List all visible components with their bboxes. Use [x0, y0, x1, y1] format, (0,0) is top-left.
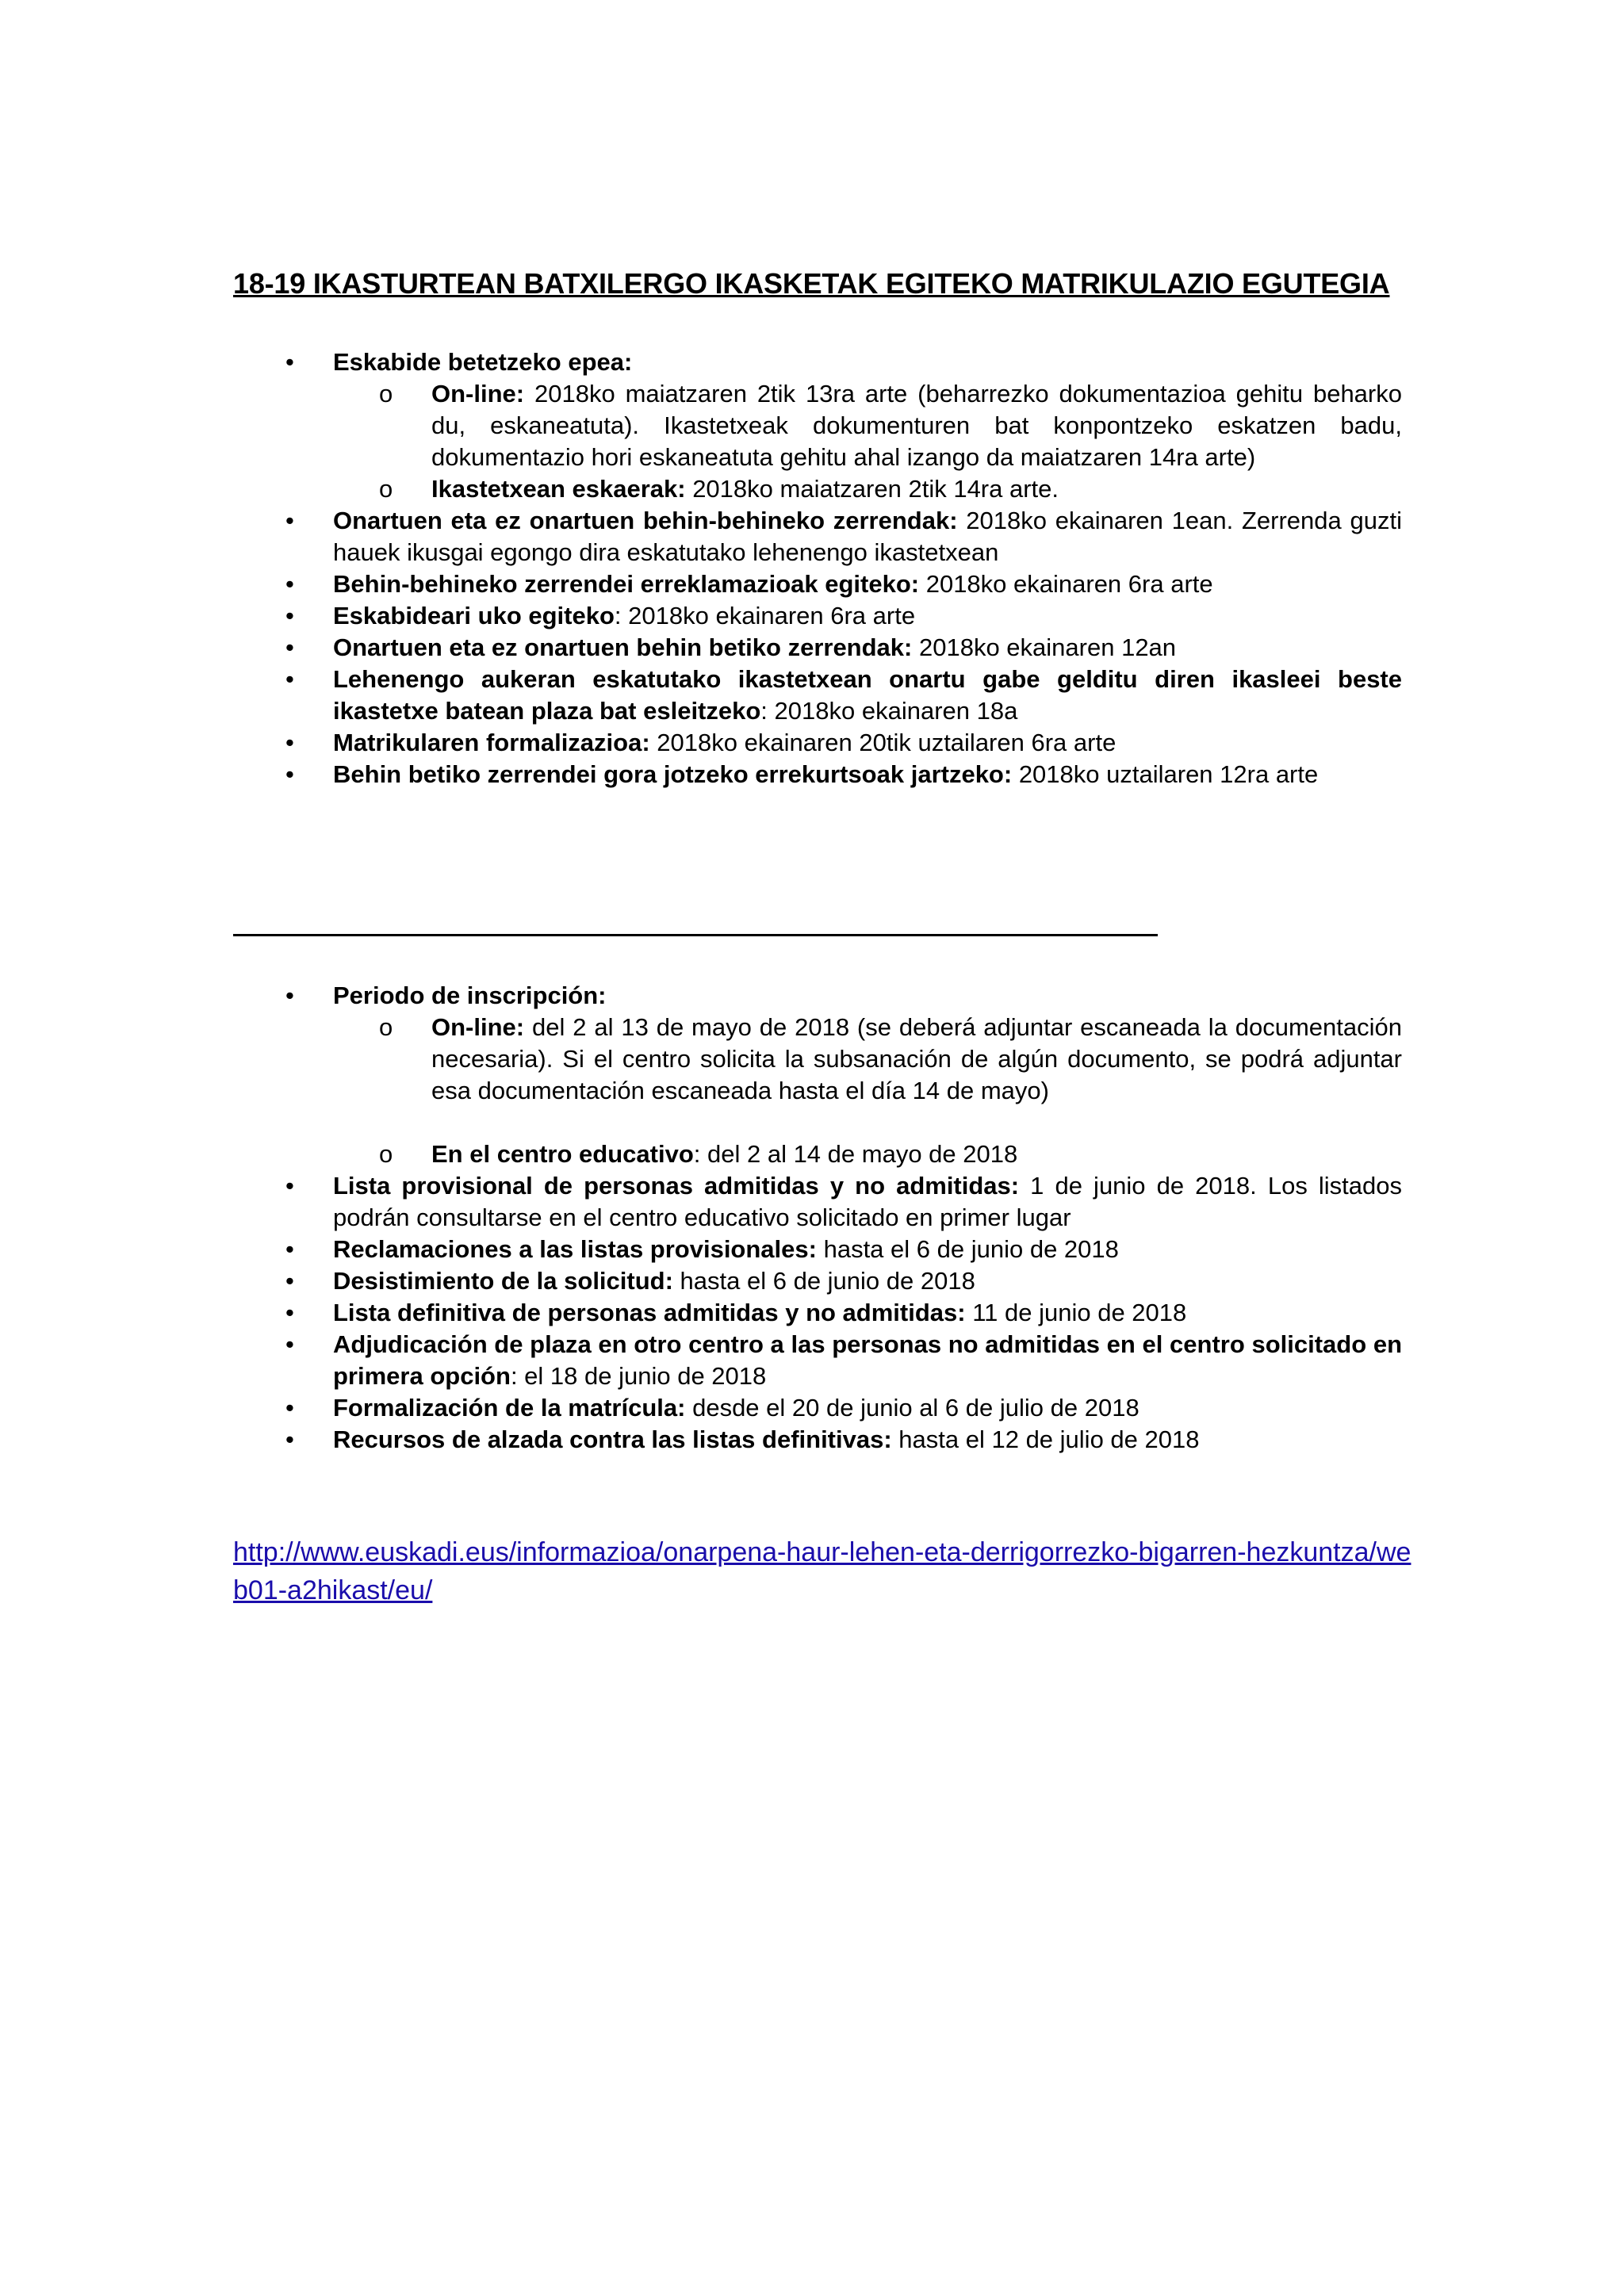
circle-bullet-icon: o: [379, 475, 393, 503]
item-text: desde el 20 de junio al 6 de julio de 2018: [685, 1394, 1139, 1422]
item-label: Periodo de inscripción:: [333, 982, 607, 1009]
item-text: : 2018ko ekainaren 6ra arte: [614, 602, 916, 629]
list-item: [0, 727, 1624, 759]
item-label: Formalización de la matrícula:: [333, 1394, 686, 1422]
item-text: 2018ko uztailaren 12ra arte: [1012, 760, 1319, 788]
euskadi-link[interactable]: http://www.euskadi.eus/informazioa/onarpena-haur-lehen-eta-derrigorrezko-bigarren-hezkuntza/web01-a2hikast/eu/: [233, 1537, 1411, 1605]
bullet-icon: •: [285, 1172, 294, 1200]
list-item: [0, 1392, 1624, 1424]
item-text: 2018ko ekainaren 12an: [912, 633, 1177, 661]
circle-bullet-icon: o: [379, 380, 393, 408]
bullet-icon: •: [285, 1394, 294, 1422]
item-label: Lista definitiva de personas admitidas y no admitidas:: [333, 1299, 966, 1326]
circle-bullet-icon: o: [379, 1013, 393, 1041]
sub-list-item: [0, 378, 1624, 473]
item-text: : 2018ko ekainaren 18a: [760, 697, 1018, 725]
bullet-icon: •: [285, 1330, 294, 1358]
item-text: 2018ko maiatzaren 2tik 13ra arte (beharrezko dokumentazioa gehitu beharko du, eskaneatuta). Ikastetxeak dokumenturen bat konpontzeko eskatzen badu, dokumentazio hori eskaneatuta gehitu ahal izango da maiatzaren 14ra arte): [431, 380, 1402, 471]
document-title: 18-19 IKASTURTEAN BATXILERGO IKASKETAK EGITEKO MATRIKULAZIO EGUTEGIA: [233, 267, 1390, 300]
bullet-icon: •: [285, 1235, 294, 1263]
item-label: Matrikularen formalizazioa:: [333, 729, 650, 756]
item-text: 2018ko ekainaren 1ean. Zerrenda guzti hauek ikusgai egongo dira eskatutako lehenengo ikastetxean: [333, 507, 1402, 566]
basque-calendar-list: [0, 346, 1624, 790]
bullet-icon: •: [285, 570, 294, 598]
bullet-icon: •: [285, 665, 294, 693]
bullet-icon: •: [285, 348, 294, 376]
list-item: [0, 505, 1624, 568]
item-text: 11 de junio de 2018: [965, 1299, 1187, 1326]
item-text: hasta el 6 de junio de 2018: [816, 1235, 1119, 1263]
item-text: 2018ko ekainaren 20tik uztailaren 6ra arte: [649, 729, 1116, 756]
list-item: [0, 664, 1624, 727]
bullet-icon: •: [285, 760, 294, 788]
bullet-icon: •: [285, 1267, 294, 1295]
item-label: On-line:: [431, 380, 525, 408]
item-text: 2018ko maiatzaren 2tik 14ra arte.: [685, 475, 1059, 503]
item-label: Lista provisional de personas admitidas y no admitidas:: [333, 1172, 1020, 1200]
item-label: Onartuen eta ez onartuen behin betiko zerrendak:: [333, 633, 913, 661]
item-text: 1 de junio de 2018. Los listados podrán consultarse en el centro educativo solicitado en primer lugar: [333, 1172, 1402, 1231]
list-item: [0, 568, 1624, 600]
item-label: Eskabideari uko egiteko: [333, 602, 615, 629]
item-label: On-line:: [431, 1013, 525, 1041]
section-divider: [233, 934, 1158, 936]
item-label: Eskabide betetzeko epea:: [333, 348, 633, 376]
item-label: Desistimiento de la solicitud:: [333, 1267, 673, 1295]
bullet-icon: •: [285, 1299, 294, 1326]
sub-list-item: [0, 1012, 1624, 1107]
item-label: Lehenengo aukeran eskatutako ikastetxean onartu gabe gelditu diren ikasleei beste ikastetxe batean plaza bat esleitzeko: [333, 665, 1402, 725]
item-label: Recursos de alzada contra las listas definitivas:: [333, 1425, 892, 1453]
item-label: En el centro educativo: [431, 1140, 694, 1168]
spanish-calendar-list: [0, 980, 1624, 1456]
item-text: hasta el 12 de julio de 2018: [891, 1425, 1200, 1453]
item-text: : del 2 al 14 de mayo de 2018: [693, 1140, 1018, 1168]
item-label: Behin-behineko zerrendei erreklamazioak egiteko:: [333, 570, 920, 598]
bullet-icon: •: [285, 729, 294, 756]
list-item: [0, 980, 1624, 1012]
sub-list-item: [0, 1138, 1624, 1170]
item-label: Adjudicación de plaza en otro centro a las personas no admitidas en el centro solicitado en primera opción: [333, 1330, 1402, 1390]
list-item: [0, 759, 1624, 790]
list-item: [0, 1424, 1624, 1456]
bullet-icon: •: [285, 982, 294, 1009]
list-item: [0, 1329, 1624, 1392]
bullet-icon: •: [285, 602, 294, 629]
list-item: [0, 1234, 1624, 1265]
item-label: Behin betiko zerrendei gora jotzeko errekurtsoak jartzeko:: [333, 760, 1013, 788]
list-item: [0, 1170, 1624, 1234]
item-label: Reclamaciones a las listas provisionales:: [333, 1235, 817, 1263]
item-text: hasta el 6 de junio de 2018: [672, 1267, 975, 1295]
item-text: del 2 al 13 de mayo de 2018 (se deberá adjuntar escaneada la documentación necesaria). Si el centro solicita la subsanación de algún documento, se podrá adjuntar esa documentación escaneada hasta el día 14 de mayo): [431, 1013, 1402, 1104]
item-text: 2018ko ekainaren 6ra arte: [919, 570, 1213, 598]
item-label: Onartuen eta ez onartuen behin-behineko zerrendak:: [333, 507, 958, 534]
list-item: [0, 346, 1624, 378]
bullet-icon: •: [285, 1425, 294, 1453]
list-item: [0, 632, 1624, 664]
list-item: [0, 600, 1624, 632]
sub-list-item: [0, 473, 1624, 505]
item-label: Ikastetxean eskaerak:: [431, 475, 686, 503]
list-item: [0, 1265, 1624, 1297]
bullet-icon: •: [285, 507, 294, 534]
bullet-icon: •: [285, 633, 294, 661]
circle-bullet-icon: o: [379, 1140, 393, 1168]
list-item: [0, 1297, 1624, 1329]
item-text: : el 18 de junio de 2018: [510, 1362, 767, 1390]
